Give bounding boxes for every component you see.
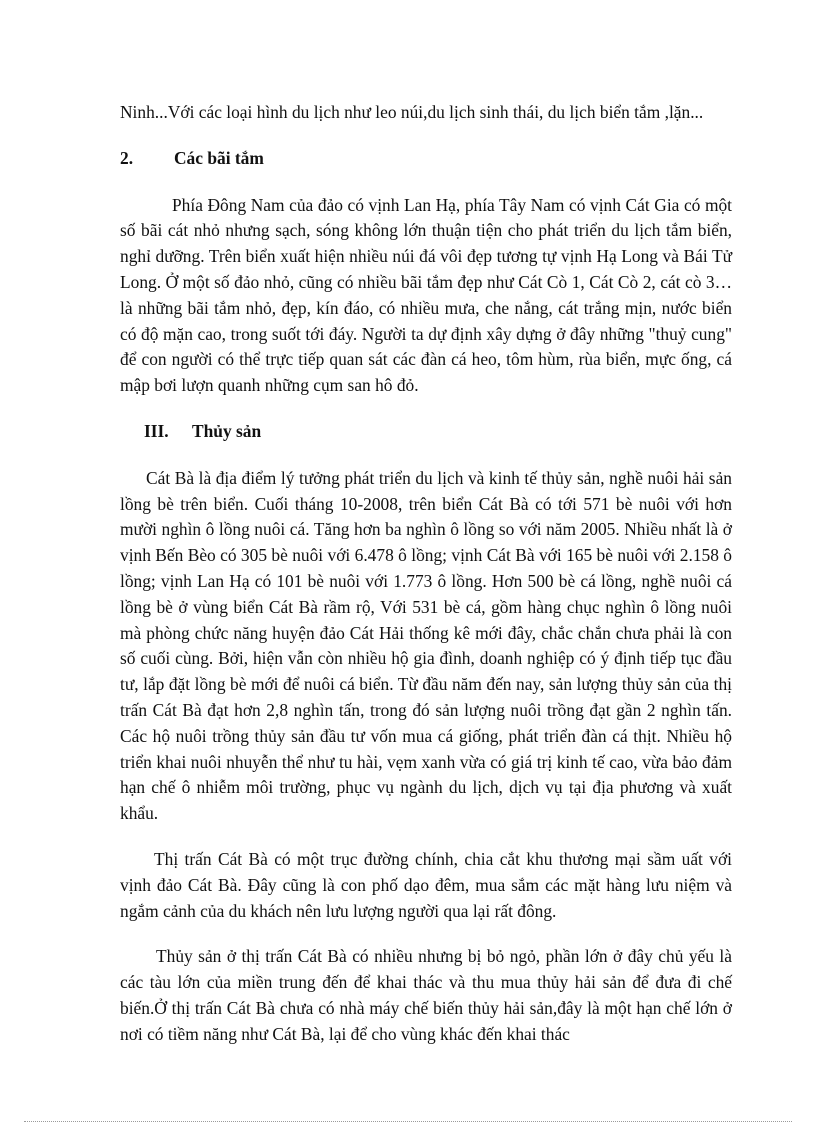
section-3-paragraph-1: Cát Bà là địa điểm lý tưởng phát triển du lịch và kinh tế thủy sản, nghề nuôi hải sản lồng bè trên biển. Cuối tháng 10-2008, trên biển Cát Bà có tới 571 bè nuôi với hơn mười nghìn ô lồng nuôi cá. Tăng hơn ba nghìn ô lồng so với năm 2005. Nhiều nhất là ở vịnh Bến Bèo có 305 bè nuôi với 6.478 ô lồng; vịnh Cát Bà với 165 bè nuôi với 2.158 ô lồng; vịnh Lan Hạ có 101 bè nuôi với 1.773 ô lồng. Hơn 500 bè cá lồng, nghề nuôi cá lồng bè ở vùng biển Cát Bà rầm rộ, Với 531 bè cá, gồm hàng chục nghìn ô lồng nuôi mà phòng chức năng huyện đảo Cát Hải thống kê mới đây, chắc chắn chưa phải là con số cuối cùng. Bởi, hiện vẫn còn nhiều hộ gia đình, doanh nghiệp có ý định tiếp tục đầu tư, lắp đặt lồng bè mới để nuôi cá biển. Từ đầu năm đến nay, sản lượng thủy sản của thị trấn Cát Bà đạt hơn 2,8 nghìn tấn, trong đó sản lượng nuôi trồng đạt gần 2 nghìn tấn. Các hộ nuôi trồng thủy sản đầu tư vốn mua cá giống, phát triển đàn cá thịt. Nhiều hộ triển khai nuôi nhuyễn thể như tu hài, vẹm xanh vừa có giá trị kinh tế cao, vừa bảo đảm hạn chế ô nhiễm môi trường, phục vụ ngành du lịch, dịch vụ tại địa phương và xuất khẩu.	[120, 467, 732, 824]
section-2-title: Các bãi tắm	[174, 147, 264, 168]
intro-paragraph: Ninh...Với các loại hình du lịch như leo núi,du lịch sinh thái, du lịch biển tắm ,lặn...	[120, 102, 704, 122]
section-3-paragraph-3: Thủy sản ở thị trấn Cát Bà có nhiều nhưng bị bỏ ngỏ, phần lớn ở đây chủ yếu là các tàu lớn của miền trung đến để khai thác và thu mua thủy hải sản để đưa đi chế biến.Ở thị trấn Cát Bà chưa có nhà máy chế biến thủy hải sản,đây là một hạn chế lớn ở nơi có tiềm năng như Cát Bà, lại để cho vùng khác đến khai thác	[120, 946, 732, 1044]
section-3-title: Thủy sản	[192, 420, 262, 441]
section-2-number: 2.	[120, 147, 134, 168]
spacer	[120, 399, 732, 419]
spacer	[120, 827, 732, 847]
section-2-heading	[120, 146, 732, 172]
document-page	[120, 100, 732, 1048]
section-3-paragraph-2: Thị trấn Cát Bà có một trục đường chính, chia cắt khu thương mại sầm uất với vịnh đảo Cát Bà. Đây cũng là con phố dạo đêm, mua sắm các mặt hàng lưu niệm và ngắm cảnh của du khách nên lưu lượng người qua lại rất đông.	[120, 848, 732, 921]
spacer	[120, 126, 732, 146]
spacer	[120, 924, 732, 944]
spacer	[120, 172, 732, 193]
section-2-paragraph: Phía Đông Nam của đảo có vịnh Lan Hạ, phía Tây Nam có vịnh Cát Gia có một số bãi cát nhỏ nhưng sạch, sóng không lớn thuận tiện cho phát triển du lịch tắm biển, nghỉ dưỡng. Trên biển xuất hiện nhiều núi đá vôi đẹp tương tự vịnh Hạ Long và Bái Tử Long. Ở một số đảo nhỏ, cũng có nhiều bãi tắm đẹp như Cát Cò 1, Cát Cò 2, cát cò 3…là những bãi tắm nhỏ, đẹp, kín đáo, có nhiều mưa, che nắng, cát trắng mịn, nước biển có độ mặn cao, trong suốt tới đáy. Người ta dự định xây dựng ở đây những "thuỷ cung" để con người có thể trực tiếp quan sát các đàn cá heo, tôm hùm, rùa biển, mực ống, cá mập bơi lượn quanh những cụm san hô đỏ.	[120, 194, 732, 396]
spacer	[120, 445, 732, 466]
section-3-heading	[120, 419, 732, 445]
section-3-number: III.	[144, 420, 169, 441]
page-bottom-divider	[24, 1121, 792, 1122]
